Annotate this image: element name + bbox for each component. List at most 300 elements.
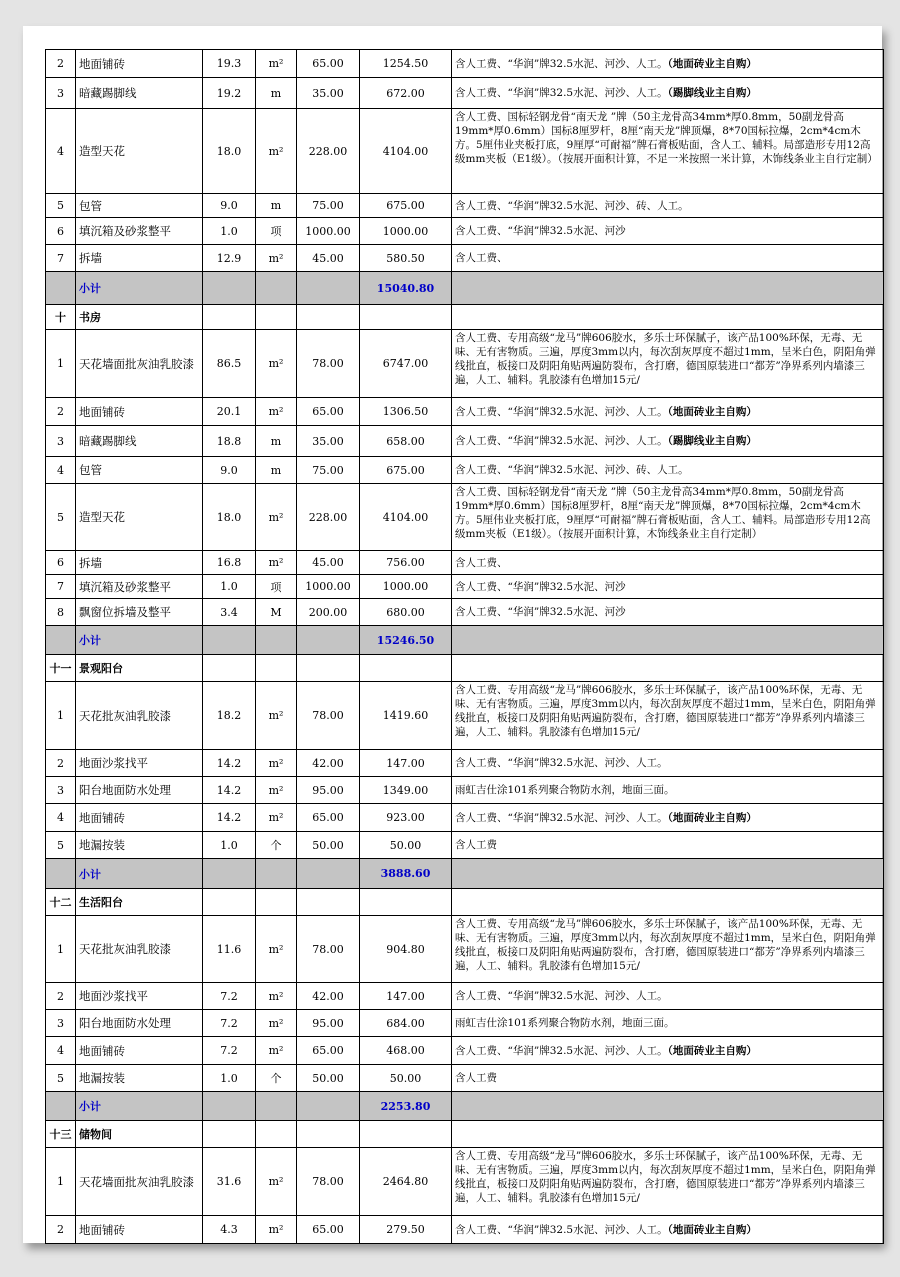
description-text: 含人工费 (455, 1072, 497, 1084)
item-unit: m² (256, 777, 297, 804)
section-blank (360, 655, 452, 682)
description-text: 含人工费、“华润”牌32.5水泥、河沙、人工。 (455, 990, 668, 1002)
item-unit-price: 1000.00 (297, 575, 360, 599)
subtotal-row (46, 626, 884, 655)
item-quantity: 9.0 (203, 194, 256, 218)
item-amount: 4104.00 (360, 109, 452, 194)
section-blank (203, 305, 256, 330)
section-number: 十二 (46, 889, 76, 916)
item-unit: 项 (256, 575, 297, 599)
item-description (452, 1148, 884, 1216)
table-row (46, 194, 884, 218)
item-unit-price: 42.00 (297, 983, 360, 1010)
row-number: 1 (46, 330, 76, 398)
item-quantity: 18.0 (203, 109, 256, 194)
description-text: 含人工费、“华润”牌32.5水泥、河沙、人工。 (455, 57, 668, 70)
row-number: 1 (46, 916, 76, 983)
item-unit: m² (256, 484, 297, 551)
subtotal-blank (256, 859, 297, 889)
table-row (46, 575, 884, 599)
table-row (46, 599, 884, 626)
item-unit: m² (256, 750, 297, 777)
item-quantity: 4.3 (203, 1216, 256, 1244)
subtotal-blank (452, 1092, 884, 1121)
description-text: 含人工费、 (455, 252, 508, 264)
section-blank (360, 305, 452, 330)
item-name: 地面铺砖 (76, 50, 203, 78)
table-row (46, 916, 884, 983)
row-number: 4 (46, 109, 76, 194)
item-unit-price: 78.00 (297, 682, 360, 750)
item-name: 包管 (76, 194, 203, 218)
description-text: 含人工费、“华润”牌32.5水泥、河沙、人工。 (455, 757, 668, 769)
table-row (46, 1148, 884, 1216)
owner-purchase-note: （踢脚线业主自购） (667, 87, 757, 99)
item-description (452, 109, 884, 194)
section-number: 十三 (46, 1121, 76, 1148)
item-unit: m² (256, 330, 297, 398)
table-row (46, 1065, 884, 1092)
item-quantity: 19.3 (203, 50, 256, 78)
subtotal-blank (452, 272, 884, 305)
item-unit: 项 (256, 218, 297, 245)
description-text: 雨虹吉仕涂101系列聚合物防水剂，地面三面。 (455, 1017, 675, 1029)
item-description (452, 575, 884, 599)
item-unit-price: 45.00 (297, 245, 360, 272)
item-name: 地面铺砖 (76, 1037, 203, 1065)
item-unit: m² (256, 682, 297, 750)
item-quantity: 3.4 (203, 599, 256, 626)
item-quantity: 9.0 (203, 457, 256, 484)
description-text: 含人工费、“华润”牌32.5水泥、河沙、人工。 (455, 435, 668, 447)
item-unit: m² (256, 109, 297, 194)
item-quantity: 11.6 (203, 916, 256, 983)
table-row (46, 330, 884, 398)
item-unit: m² (256, 1216, 297, 1244)
item-description (452, 1010, 884, 1037)
item-unit-price: 65.00 (297, 50, 360, 78)
item-unit: m² (256, 245, 297, 272)
item-unit: m² (256, 983, 297, 1010)
item-unit: m² (256, 1148, 297, 1216)
subtotal-row (46, 1092, 884, 1121)
table-row (46, 109, 884, 194)
description-text: 含人工费、“华润”牌32.5水泥、河沙 (455, 580, 626, 593)
item-quantity: 14.2 (203, 804, 256, 832)
section-blank (360, 889, 452, 916)
item-unit-price: 1000.00 (297, 218, 360, 245)
section-header-row (46, 889, 884, 916)
item-description (452, 484, 884, 551)
item-description (452, 245, 884, 272)
item-name: 地面铺砖 (76, 1216, 203, 1244)
item-name: 地面铺砖 (76, 804, 203, 832)
row-number: 7 (46, 245, 76, 272)
item-name: 地面沙浆找平 (76, 983, 203, 1010)
row-number: 4 (46, 804, 76, 832)
table-row (46, 682, 884, 750)
table-row (46, 245, 884, 272)
row-number: 7 (46, 575, 76, 599)
description-text: 含人工费、“华润”牌32.5水泥、河沙、人工。 (455, 405, 668, 418)
description-text: 含人工费 (455, 839, 497, 851)
row-number: 3 (46, 426, 76, 457)
item-unit-price: 228.00 (297, 109, 360, 194)
description-text: 含人工费、专用高级“龙马”牌606胶水，多乐士环保腻子，该产品100%环保，无毒、无味、无有害物质。三遍，厚度3mm以内，每次刮灰厚度不超过1mm，呈米白色，阴阳角弹线批直，板接口及阴阳角贴两遍防裂布，含打磨，德国原装进口“都芳”净界系列内墙漆三遍，人工、辅料。乳胶漆有色增加15元/ (455, 918, 876, 972)
subtotal-blank (203, 1092, 256, 1121)
item-name: 暗藏踢脚线 (76, 426, 203, 457)
row-number: 8 (46, 599, 76, 626)
description-text: 含人工费、专用高级“龙马”牌606胶水，多乐士环保腻子，该产品100%环保，无毒、无味、无有害物质。三遍，厚度3mm以内，每次刮灰厚度不超过1mm，呈米白色，阴阳角弹线批直，板接口及阴阳角贴两遍防裂布，含打磨，德国原装进口“都芳”净界系列内墙漆三遍，人工、辅料。乳胶漆有色增加15元/ (455, 684, 876, 738)
item-amount: 675.00 (360, 194, 452, 218)
item-description (452, 398, 884, 426)
item-unit-price: 95.00 (297, 777, 360, 804)
item-unit: m (256, 426, 297, 457)
description-text: 含人工费、国标轻钢龙骨“南天龙 ”牌（50主龙骨高34mm*厚0.8mm，50副龙骨高19mm*厚0.6mm）国标8厘罗杆，8厘“南天龙”牌顶爆，8*70国标拉爆，2cm*4cm木方。5厘伟业夹板打底，9厘厚“可耐福”牌石膏板贴面，含人工、辅料。局部造形专用12高级mm夹板（E1级）。（按展开面积计算，木饰线条业主自行定制） (455, 486, 871, 540)
item-description (452, 916, 884, 983)
table-row (46, 1216, 884, 1244)
item-unit: m² (256, 804, 297, 832)
section-title: 书房 (76, 305, 203, 330)
description-text: 含人工费、“华润”牌32.5水泥、河沙、人工。 (455, 811, 668, 824)
item-amount: 756.00 (360, 551, 452, 575)
table-row (46, 750, 884, 777)
item-amount: 904.80 (360, 916, 452, 983)
row-number: 2 (46, 983, 76, 1010)
section-blank (203, 1121, 256, 1148)
item-unit-price: 228.00 (297, 484, 360, 551)
item-unit: m (256, 457, 297, 484)
item-description (452, 777, 884, 804)
item-unit: m (256, 194, 297, 218)
item-amount: 2464.80 (360, 1148, 452, 1216)
item-description (452, 750, 884, 777)
description-text: 含人工费、“华润”牌32.5水泥、河沙、人工。 (455, 1044, 668, 1057)
section-header-row (46, 305, 884, 330)
section-blank (256, 1121, 297, 1148)
table-row (46, 50, 884, 78)
item-quantity: 16.8 (203, 551, 256, 575)
owner-purchase-note: （地面砖业主自购） (667, 1044, 757, 1057)
row-number: 2 (46, 1216, 76, 1244)
subtotal-blank (297, 272, 360, 305)
subtotal-blank (297, 626, 360, 655)
item-name: 飘窗位拆墙及整平 (76, 599, 203, 626)
table-row (46, 218, 884, 245)
item-amount: 1254.50 (360, 50, 452, 78)
row-number: 6 (46, 218, 76, 245)
owner-purchase-note: （地面砖业主自购） (667, 57, 757, 70)
item-amount: 658.00 (360, 426, 452, 457)
item-description (452, 1216, 884, 1244)
item-description (452, 1065, 884, 1092)
item-description (452, 682, 884, 750)
item-amount: 923.00 (360, 804, 452, 832)
row-number: 2 (46, 398, 76, 426)
item-unit-price: 65.00 (297, 1037, 360, 1065)
subtotal-blank (46, 626, 76, 655)
subtotal-blank (452, 859, 884, 889)
table-row (46, 426, 884, 457)
item-amount: 580.50 (360, 245, 452, 272)
row-number: 1 (46, 682, 76, 750)
subtotal-label: 小计 (76, 859, 203, 889)
item-unit-price: 35.00 (297, 78, 360, 109)
item-unit: m² (256, 398, 297, 426)
subtotal-amount: 2253.80 (360, 1092, 452, 1121)
subtotal-blank (46, 272, 76, 305)
section-title: 景观阳台 (76, 655, 203, 682)
table-row (46, 832, 884, 859)
item-unit: m (256, 78, 297, 109)
subtotal-blank (203, 272, 256, 305)
description-text: 含人工费、“华润”牌32.5水泥、河沙、人工。 (455, 87, 668, 99)
item-unit-price: 200.00 (297, 599, 360, 626)
row-number: 6 (46, 551, 76, 575)
section-blank (297, 305, 360, 330)
row-number: 5 (46, 1065, 76, 1092)
item-description (452, 78, 884, 109)
description-text: 雨虹吉仕涂101系列聚合物防水剂，地面三面。 (455, 784, 675, 796)
subtotal-label: 小计 (76, 626, 203, 655)
item-unit-price: 78.00 (297, 916, 360, 983)
item-description (452, 50, 884, 78)
row-number: 1 (46, 1148, 76, 1216)
item-quantity: 12.9 (203, 245, 256, 272)
item-unit-price: 35.00 (297, 426, 360, 457)
item-name: 天花批灰油乳胶漆 (76, 916, 203, 983)
item-amount: 1000.00 (360, 575, 452, 599)
row-number: 5 (46, 194, 76, 218)
item-amount: 468.00 (360, 1037, 452, 1065)
item-name: 填沉箱及砂浆整平 (76, 218, 203, 245)
row-number: 5 (46, 484, 76, 551)
subtotal-row (46, 859, 884, 889)
item-unit-price: 75.00 (297, 457, 360, 484)
row-number: 3 (46, 78, 76, 109)
table-row (46, 1010, 884, 1037)
row-number: 4 (46, 1037, 76, 1065)
item-unit: m² (256, 1010, 297, 1037)
item-amount: 1000.00 (360, 218, 452, 245)
subtotal-label: 小计 (76, 272, 203, 305)
row-number: 3 (46, 777, 76, 804)
owner-purchase-note: （地面砖业主自购） (667, 1223, 757, 1236)
quotation-table (45, 49, 884, 1244)
subtotal-blank (256, 272, 297, 305)
section-blank (256, 889, 297, 916)
item-unit-price: 50.00 (297, 832, 360, 859)
owner-purchase-note: （踢脚线业主自购） (667, 435, 757, 447)
row-number: 4 (46, 457, 76, 484)
item-name: 地漏按装 (76, 1065, 203, 1092)
table-row (46, 1037, 884, 1065)
item-quantity: 18.2 (203, 682, 256, 750)
item-name: 拆墙 (76, 551, 203, 575)
item-name: 天花批灰油乳胶漆 (76, 682, 203, 750)
section-title: 生活阳台 (76, 889, 203, 916)
item-name: 包管 (76, 457, 203, 484)
subtotal-blank (203, 626, 256, 655)
item-name: 暗藏踢脚线 (76, 78, 203, 109)
item-description (452, 832, 884, 859)
item-quantity: 20.1 (203, 398, 256, 426)
document-page (23, 26, 882, 1243)
table-row (46, 398, 884, 426)
subtotal-blank (297, 859, 360, 889)
item-amount: 4104.00 (360, 484, 452, 551)
item-unit: 个 (256, 1065, 297, 1092)
section-number: 十 (46, 305, 76, 330)
row-number: 2 (46, 750, 76, 777)
section-blank (452, 655, 884, 682)
section-blank (297, 889, 360, 916)
description-text: 含人工费、 (455, 556, 508, 569)
owner-purchase-note: （地面砖业主自购） (667, 405, 757, 418)
subtotal-blank (46, 1092, 76, 1121)
item-quantity: 7.2 (203, 1010, 256, 1037)
item-amount: 675.00 (360, 457, 452, 484)
item-quantity: 18.0 (203, 484, 256, 551)
item-name: 地面铺砖 (76, 398, 203, 426)
item-unit-price: 65.00 (297, 398, 360, 426)
table-row (46, 777, 884, 804)
description-text: 含人工费、“华润”牌32.5水泥、河沙 (455, 225, 626, 237)
item-name: 地漏按装 (76, 832, 203, 859)
row-number: 3 (46, 1010, 76, 1037)
section-header-row (46, 1121, 884, 1148)
item-amount: 684.00 (360, 1010, 452, 1037)
section-title: 储物间 (76, 1121, 203, 1148)
item-quantity: 86.5 (203, 330, 256, 398)
owner-purchase-note: （地面砖业主自购） (667, 811, 757, 824)
item-unit: M (256, 599, 297, 626)
item-amount: 680.00 (360, 599, 452, 626)
section-blank (297, 1121, 360, 1148)
item-name: 拆墙 (76, 245, 203, 272)
item-unit: m² (256, 1037, 297, 1065)
item-unit-price: 45.00 (297, 551, 360, 575)
subtotal-blank (452, 626, 884, 655)
item-quantity: 7.2 (203, 1037, 256, 1065)
section-blank (452, 889, 884, 916)
section-number: 十一 (46, 655, 76, 682)
subtotal-amount: 15040.80 (360, 272, 452, 305)
item-name: 阳台地面防水处理 (76, 1010, 203, 1037)
item-description (452, 551, 884, 575)
item-description (452, 599, 884, 626)
table-row (46, 983, 884, 1010)
item-name: 天花墙面批灰油乳胶漆 (76, 330, 203, 398)
table-row (46, 484, 884, 551)
item-description (452, 218, 884, 245)
item-quantity: 7.2 (203, 983, 256, 1010)
subtotal-row (46, 272, 884, 305)
item-description (452, 983, 884, 1010)
section-blank (452, 305, 884, 330)
subtotal-blank (256, 626, 297, 655)
section-blank (256, 655, 297, 682)
item-name: 地面沙浆找平 (76, 750, 203, 777)
item-unit-price: 65.00 (297, 804, 360, 832)
item-description (452, 426, 884, 457)
item-unit-price: 78.00 (297, 1148, 360, 1216)
item-unit-price: 50.00 (297, 1065, 360, 1092)
item-amount: 50.00 (360, 832, 452, 859)
item-unit: m² (256, 551, 297, 575)
item-amount: 279.50 (360, 1216, 452, 1244)
item-quantity: 19.2 (203, 78, 256, 109)
item-unit-price: 75.00 (297, 194, 360, 218)
item-unit: m² (256, 50, 297, 78)
subtotal-blank (203, 859, 256, 889)
description-text: 含人工费、“华润”牌32.5水泥、河沙、砖、人工。 (455, 464, 689, 476)
item-name: 造型天花 (76, 484, 203, 551)
table-row (46, 457, 884, 484)
section-header-row (46, 655, 884, 682)
item-unit-price: 78.00 (297, 330, 360, 398)
item-amount: 147.00 (360, 983, 452, 1010)
item-amount: 1306.50 (360, 398, 452, 426)
row-number: 5 (46, 832, 76, 859)
item-name: 填沉箱及砂浆整平 (76, 575, 203, 599)
subtotal-amount: 3888.60 (360, 859, 452, 889)
item-quantity: 18.8 (203, 426, 256, 457)
description-text: 含人工费、“华润”牌32.5水泥、河沙、砖、人工。 (455, 199, 689, 212)
item-amount: 1419.60 (360, 682, 452, 750)
section-blank (256, 305, 297, 330)
item-amount: 50.00 (360, 1065, 452, 1092)
subtotal-blank (256, 1092, 297, 1121)
item-unit-price: 95.00 (297, 1010, 360, 1037)
section-blank (360, 1121, 452, 1148)
subtotal-amount: 15246.50 (360, 626, 452, 655)
description-text: 含人工费、“华润”牌32.5水泥、河沙 (455, 606, 626, 618)
item-unit: 个 (256, 832, 297, 859)
item-description (452, 457, 884, 484)
description-text: 含人工费、“华润”牌32.5水泥、河沙、人工。 (455, 1223, 668, 1236)
item-description (452, 330, 884, 398)
table-row (46, 551, 884, 575)
table-row (46, 804, 884, 832)
table-row (46, 78, 884, 109)
item-quantity: 31.6 (203, 1148, 256, 1216)
description-text: 含人工费、国标轻钢龙骨“南天龙 ”牌（50主龙骨高34mm*厚0.8mm，50副龙骨高19mm*厚0.6mm）国标8厘罗杆，8厘“南天龙”牌顶爆，8*70国标拉爆，2cm*4cm木方。5厘伟业夹板打底，9厘厚“可耐福”牌石膏板贴面，含人工、辅料。局部造形专用12高级mm夹板（E1级）。（按展开面积计算，不足一米按照一米计算，木饰线条业主自行定制） (455, 111, 878, 165)
item-unit-price: 65.00 (297, 1216, 360, 1244)
item-amount: 672.00 (360, 78, 452, 109)
subtotal-blank (297, 1092, 360, 1121)
item-description (452, 804, 884, 832)
item-quantity: 1.0 (203, 218, 256, 245)
description-text: 含人工费、专用高级“龙马”牌606胶水，多乐士环保腻子，该产品100%环保，无毒、无味、无有害物质。三遍，厚度3mm以内，每次刮灰厚度不超过1mm，呈米白色，阴阳角弹线批直，板接口及阴阳角贴两遍防裂布，含打磨，德国原装进口“都芳”净界系列内墙漆三遍，人工、辅料。乳胶漆有色增加15元/ (455, 332, 876, 386)
item-quantity: 1.0 (203, 575, 256, 599)
row-number: 2 (46, 50, 76, 78)
item-quantity: 14.2 (203, 777, 256, 804)
item-description (452, 194, 884, 218)
item-name: 天花墙面批灰油乳胶漆 (76, 1148, 203, 1216)
item-name: 阳台地面防水处理 (76, 777, 203, 804)
item-amount: 6747.00 (360, 330, 452, 398)
item-name: 造型天花 (76, 109, 203, 194)
item-quantity: 1.0 (203, 832, 256, 859)
item-unit-price: 42.00 (297, 750, 360, 777)
item-description (452, 1037, 884, 1065)
subtotal-label: 小计 (76, 1092, 203, 1121)
subtotal-blank (46, 859, 76, 889)
section-blank (203, 655, 256, 682)
section-blank (203, 889, 256, 916)
description-text: 含人工费、专用高级“龙马”牌606胶水，多乐士环保腻子，该产品100%环保，无毒、无味、无有害物质。三遍，厚度3mm以内，每次刮灰厚度不超过1mm，呈米白色，阴阳角弹线批直，板接口及阴阳角贴两遍防裂布，含打磨，德国原装进口“都芳”净界系列内墙漆三遍，人工、辅料。乳胶漆有色增加15元/ (455, 1150, 876, 1204)
